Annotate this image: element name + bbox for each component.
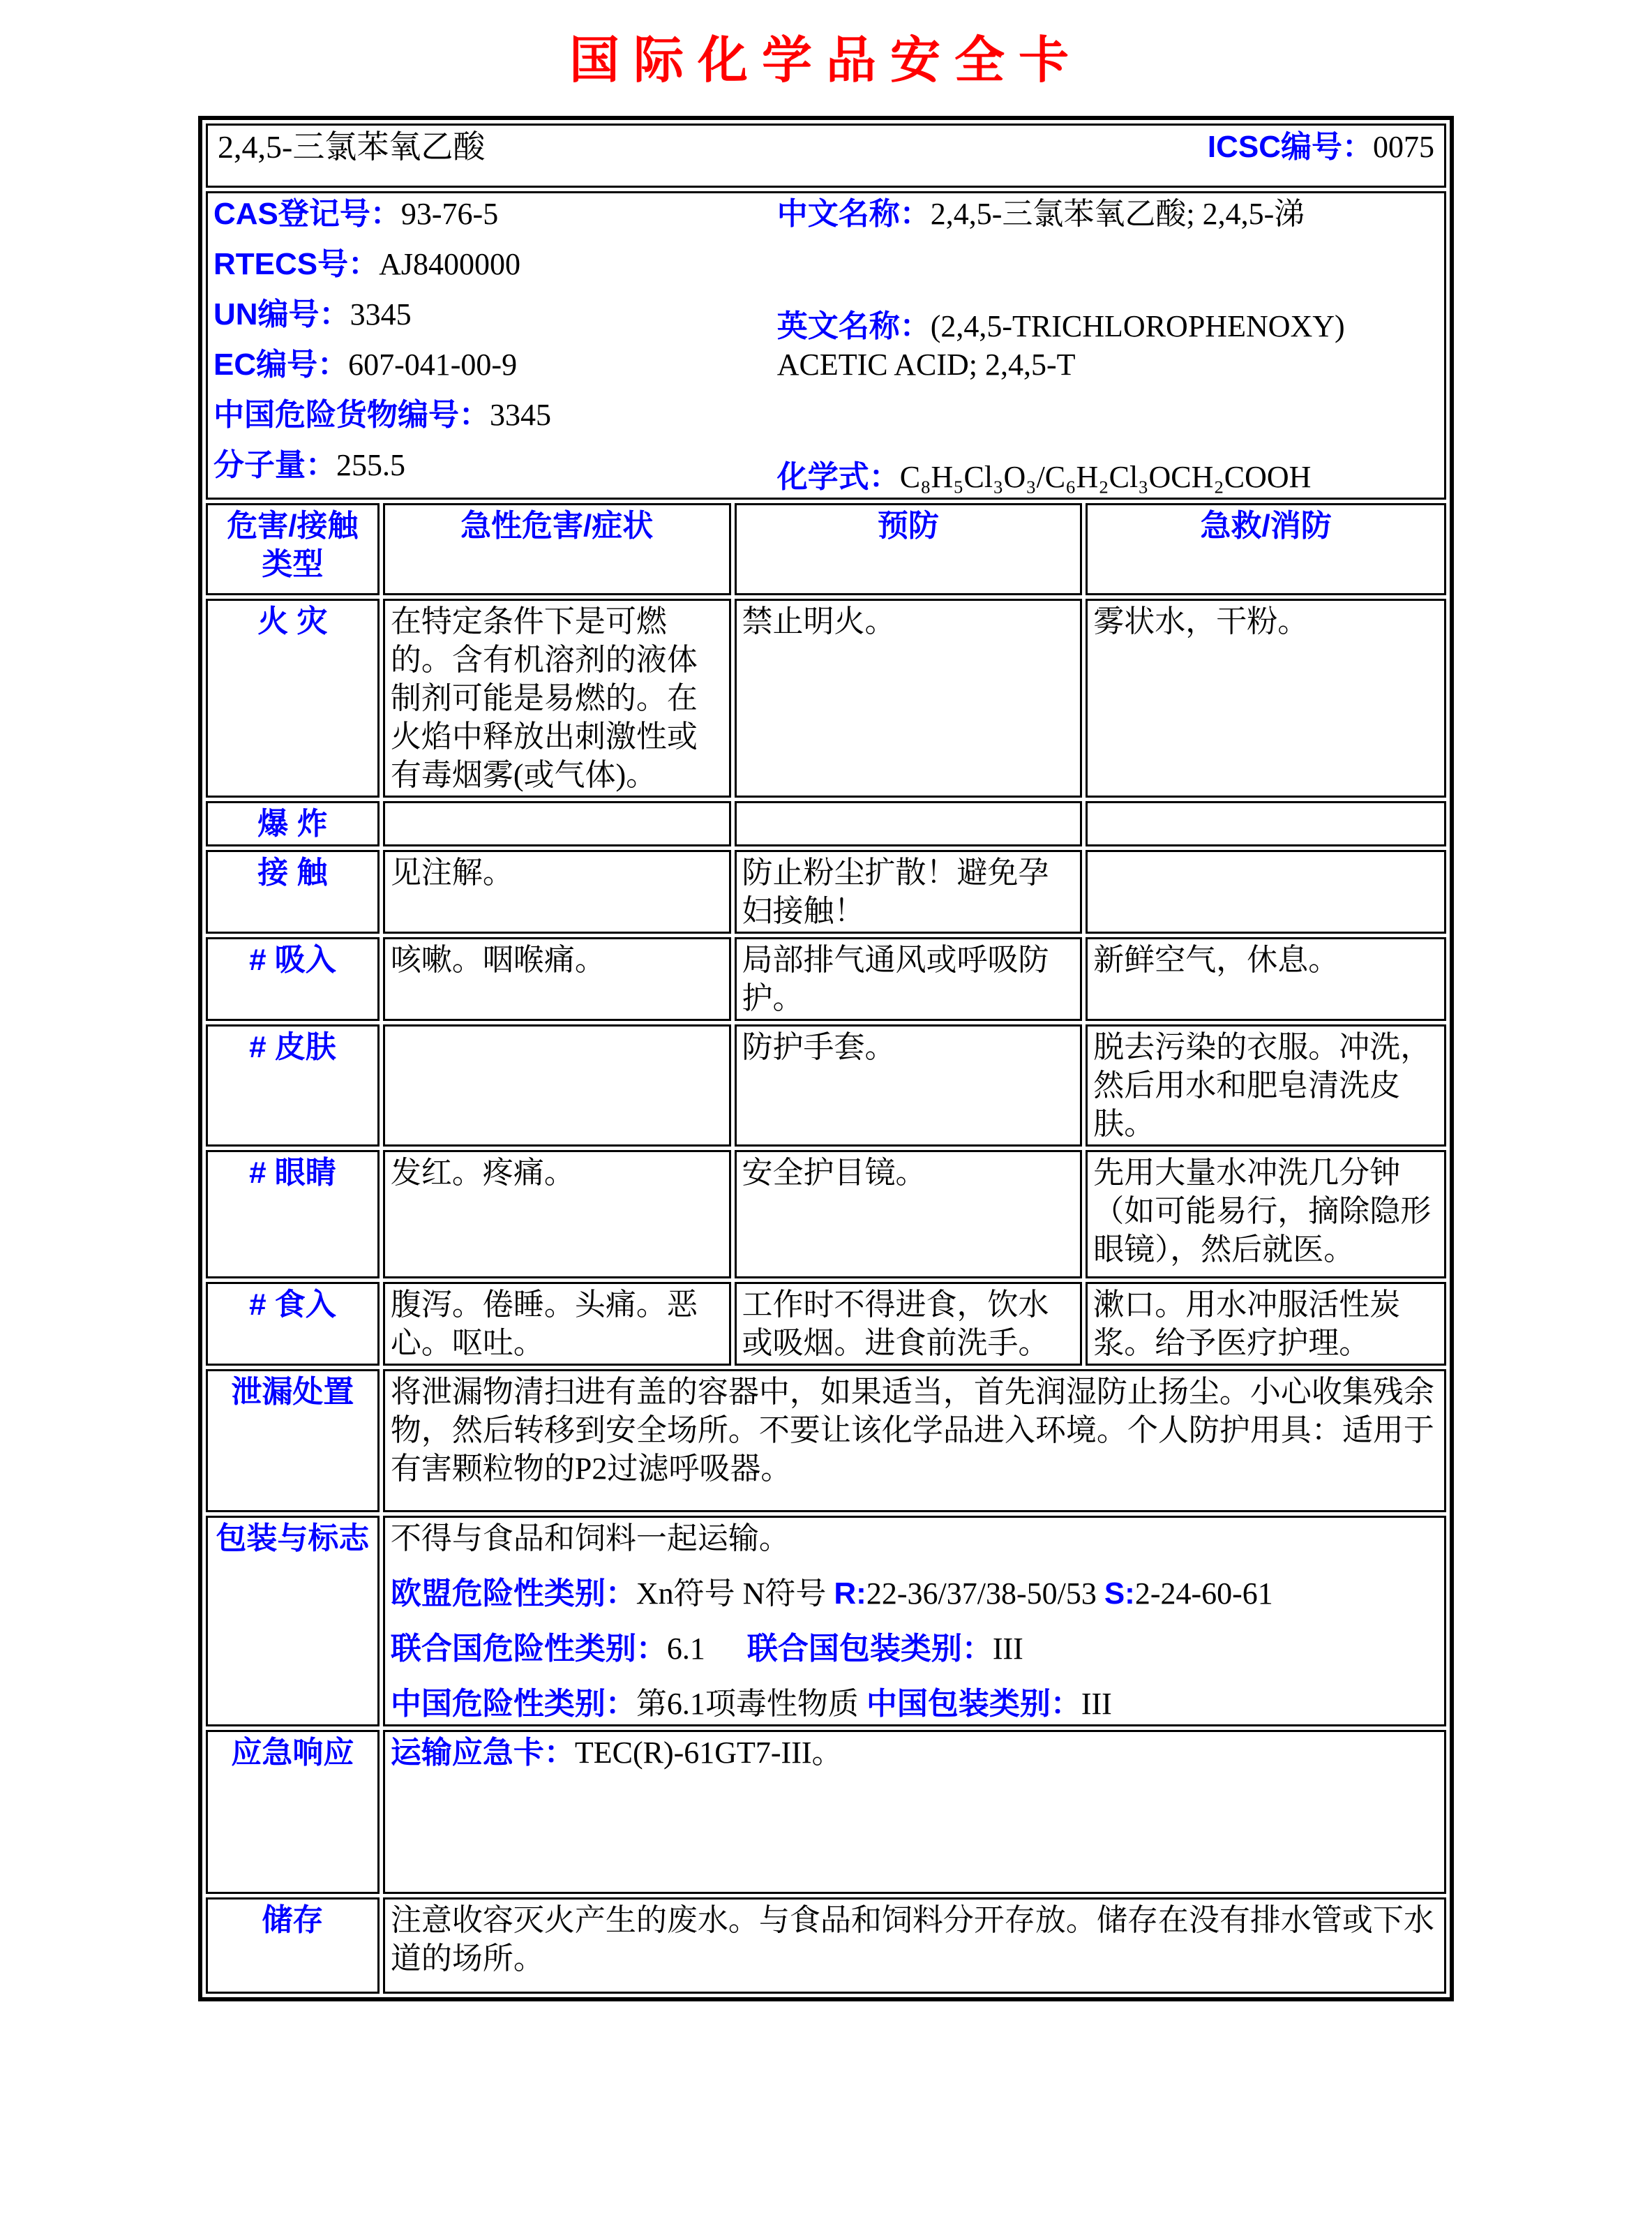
- china-dg-number-value: 3345: [490, 398, 551, 432]
- packaging-row: [206, 1516, 1446, 1726]
- exposure-symptoms: 见注解。: [383, 850, 731, 934]
- icsc-number-label: ICSC编号：: [1207, 130, 1373, 165]
- cas-number-label: CAS登记号：: [213, 197, 401, 231]
- formula-line: [777, 458, 1419, 496]
- emergency-response-row: [206, 1730, 1446, 1894]
- ec-number-label: EC编号：: [213, 348, 349, 382]
- explosion-label: 爆 炸: [206, 801, 380, 846]
- page-title: 国际化学品安全卡: [569, 33, 1083, 89]
- storage-row: [206, 1897, 1446, 1994]
- china-class-value: 第6.1项毒性物质: [636, 1687, 859, 1721]
- formula-label: 化学式：: [776, 460, 900, 494]
- un-class-line: [391, 1629, 1439, 1668]
- china-class-label: 中国危险性类别：: [390, 1687, 636, 1721]
- rtecs-number-line: [213, 245, 777, 283]
- un-class-label: 联合国危险性类别：: [390, 1632, 667, 1666]
- hazard-row-fire: [206, 599, 1446, 798]
- transport-emergency-card-value: TEC(R)-61GT7-III。: [574, 1736, 843, 1770]
- storage-label: 储存: [206, 1897, 380, 1994]
- packaging-label: 包装与标志: [206, 1516, 380, 1726]
- eyes-first-aid: 先用大量水冲洗几分钟（如可能易行，摘除隐形眼镜），然后就医。: [1086, 1150, 1446, 1278]
- ec-number-line: [213, 345, 777, 384]
- explosion-symptoms: [383, 801, 731, 846]
- packaging-content: [383, 1516, 1446, 1726]
- un-number-value: 3345: [350, 297, 412, 331]
- inhalation-symptoms: 咳嗽。咽喉痛。: [383, 937, 731, 1021]
- s-phrases-label: S:: [1104, 1576, 1135, 1611]
- identifiers-cell: [206, 191, 1446, 500]
- inhalation-first-aid: 新鲜空气，休息。: [1086, 937, 1446, 1021]
- spill-disposal-text: 将泄漏物清扫进有盖的容器中，如果适当，首先润湿防止扬尘。小心收集残余物，然后转移到安全场所。不要让该化学品进入环境。个人防护用具：适用于有害颗粒物的P2过滤呼吸器。: [383, 1369, 1446, 1512]
- r-phrases-value: 22-36/37/38-50/53: [866, 1576, 1097, 1611]
- molecular-weight-value: 255.5: [336, 448, 405, 482]
- fire-first-aid: 雾状水，干粉。: [1086, 599, 1446, 798]
- skin-first-aid: 脱去污染的衣服。冲洗，然后用水和肥皂清洗皮肤。: [1086, 1024, 1446, 1147]
- eu-hazard-value: Xn符号 N符号: [636, 1576, 827, 1611]
- ec-number-value: 607-041-00-9: [348, 348, 518, 382]
- molecular-weight-label: 分子量：: [213, 448, 336, 482]
- emergency-response-label: 应急响应: [206, 1730, 380, 1894]
- fire-prevention: 禁止明火。: [735, 599, 1083, 798]
- skin-prevention: 防护手套。: [735, 1024, 1083, 1147]
- english-name-line: [777, 307, 1419, 384]
- english-name-label: 英文名称：: [776, 309, 931, 343]
- hazard-row-eyes: [206, 1150, 1446, 1278]
- un-pack-group-label: 联合国包装类别：: [746, 1632, 993, 1666]
- hazard-row-exposure: [206, 850, 1446, 934]
- fire-label: 火 灾: [206, 599, 380, 798]
- hazard-row-explosion: [206, 801, 1446, 846]
- explosion-first-aid: [1086, 801, 1446, 846]
- safety-card-table: [198, 116, 1454, 2001]
- china-pack-group-label: 中国包装类别：: [866, 1687, 1081, 1721]
- chinese-name-label: 中文名称：: [776, 197, 931, 231]
- spill-disposal-row: [206, 1369, 1446, 1512]
- transport-note: 不得与食品和饲料一起运输。: [390, 1521, 790, 1555]
- s-phrases-value: 2-24-60-61: [1134, 1576, 1273, 1611]
- hazard-header-row: [206, 503, 1446, 595]
- formula-value: C₈H₅Cl₃O₃/C₆H₂Cl₃OCH₂COOH: [899, 460, 1312, 494]
- hazard-row-skin: [206, 1024, 1446, 1147]
- un-number-label: UN编号：: [213, 297, 350, 331]
- eyes-label: # 眼睛: [206, 1150, 380, 1278]
- card-header-cell: [206, 124, 1446, 188]
- china-pack-group-value: III: [1081, 1687, 1112, 1721]
- exposure-prevention: 防止粉尘扩散！避免孕妇接触！: [735, 850, 1083, 934]
- fire-symptoms: 在特定条件下是可燃的。含有机溶剂的液体制剂可能是易燃的。在火焰中释放出刺激性或有毒烟雾(或气体)。: [383, 599, 731, 798]
- un-pack-group-value: III: [992, 1632, 1023, 1666]
- rtecs-number-label: RTECS号：: [213, 247, 380, 281]
- chinese-name-value: 2,4,5-三氯苯氧乙酸; 2,4,5-涕: [930, 197, 1305, 231]
- exposure-first-aid: [1086, 850, 1446, 934]
- header-prevention: 预防: [735, 503, 1083, 595]
- identifiers-right-column: [777, 195, 1419, 496]
- identifiers-left-column: [213, 195, 777, 496]
- un-number-line: [213, 295, 777, 334]
- icsc-number-group: [1208, 128, 1434, 166]
- exposure-label: 接 触: [206, 850, 380, 934]
- ingestion-symptoms: 腹泻。倦睡。头痛。恶心。呕吐。: [383, 1282, 731, 1366]
- eyes-symptoms: 发红。疼痛。: [383, 1150, 731, 1278]
- header-acute-symptoms: 急性危害/症状: [383, 503, 731, 595]
- substance-name: 2,4,5-三氯苯氧乙酸: [218, 129, 486, 165]
- cas-number-line: [213, 195, 777, 233]
- rtecs-number-value: AJ8400000: [379, 247, 521, 281]
- explosion-prevention: [735, 801, 1083, 846]
- identifiers-row: [206, 191, 1446, 500]
- hazard-row-ingestion: [206, 1282, 1446, 1366]
- ingestion-prevention: 工作时不得进食，饮水或吸烟。进食前洗手。: [735, 1282, 1083, 1366]
- china-dg-number-line: [213, 396, 777, 434]
- emergency-response-content: [383, 1730, 1446, 1894]
- spill-disposal-label: 泄漏处置: [206, 1369, 380, 1512]
- transport-emergency-card-label: 运输应急卡：: [390, 1736, 575, 1770]
- icsc-number-value: 0075: [1373, 130, 1434, 165]
- ingestion-label: # 食入: [206, 1282, 380, 1366]
- china-class-line: [391, 1685, 1439, 1723]
- header-first-aid: 急救/消防: [1086, 503, 1446, 595]
- skin-symptoms: [383, 1024, 731, 1147]
- chinese-name-line: [777, 195, 1419, 233]
- inhalation-label: # 吸入: [206, 937, 380, 1021]
- inhalation-prevention: 局部排气通风或呼吸防护。: [735, 937, 1083, 1021]
- eyes-prevention: 安全护目镜。: [735, 1150, 1083, 1278]
- r-phrases-label: R:: [834, 1576, 866, 1611]
- english-name-value: (2,4,5-TRICHLOROPHENOXY) ACETIC ACID; 2,4,5-T: [776, 309, 1345, 382]
- molecular-weight-line: [213, 446, 777, 484]
- hazard-row-inhalation: [206, 937, 1446, 1021]
- un-class-value: 6.1: [666, 1632, 705, 1666]
- eu-hazard-line: [391, 1574, 1439, 1613]
- storage-text: 注意收容灭火产生的废水。与食品和饲料分开存放。储存在没有排水管或下水道的场所。: [383, 1897, 1446, 1994]
- cas-number-value: 93-76-5: [400, 197, 499, 231]
- eu-hazard-label: 欧盟危险性类别：: [390, 1576, 636, 1611]
- china-dg-number-label: 中国危险货物编号：: [213, 398, 490, 432]
- header-hazard-type: 危害/接触类型: [206, 503, 380, 595]
- skin-label: # 皮肤: [206, 1024, 380, 1147]
- card-header-row: [206, 124, 1446, 188]
- ingestion-first-aid: 漱口。用水冲服活性炭浆。给予医疗护理。: [1086, 1282, 1446, 1366]
